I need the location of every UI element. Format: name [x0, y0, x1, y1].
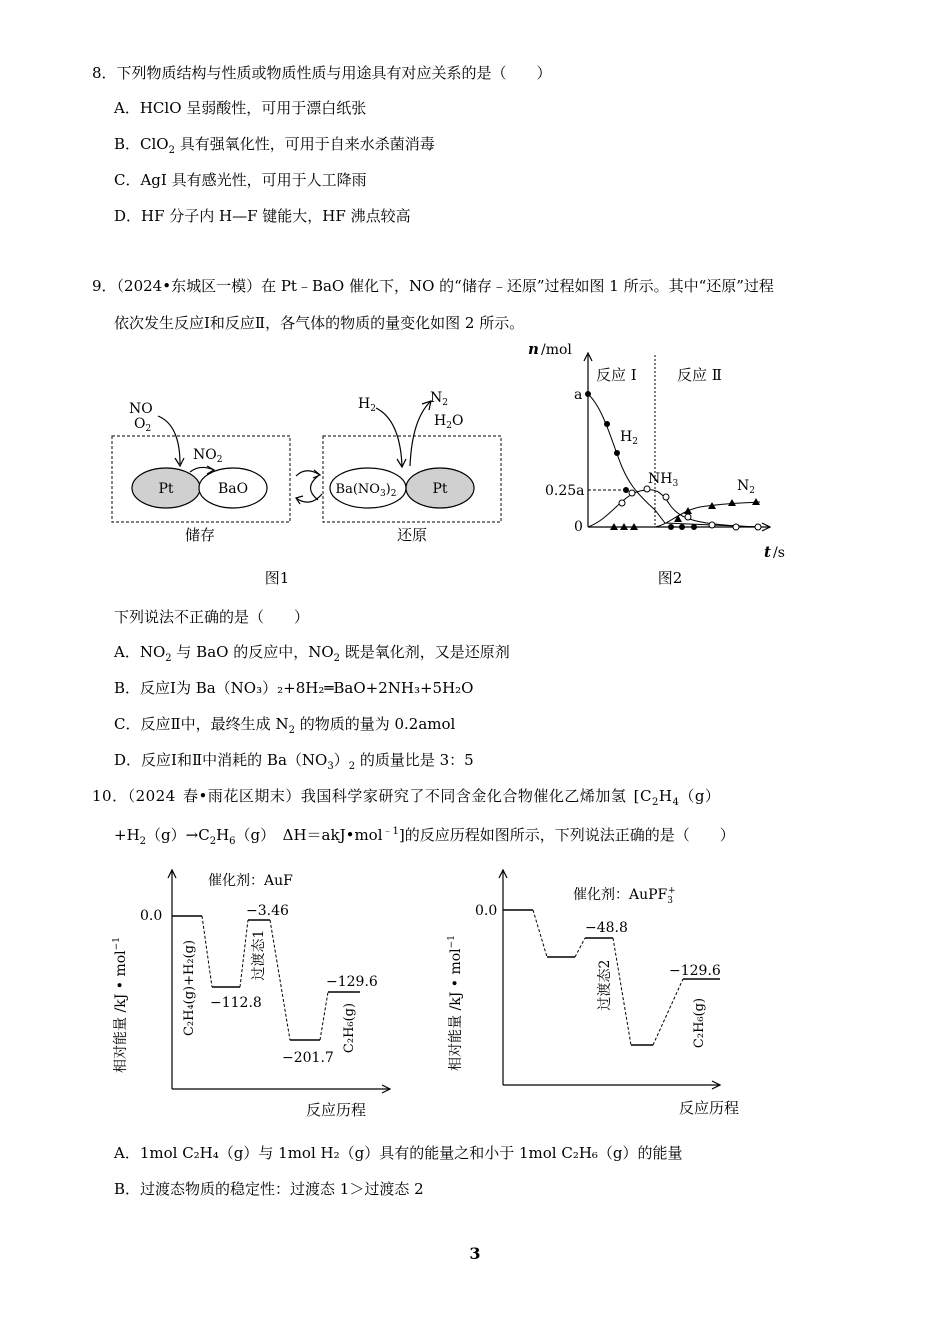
q10-diagram-left: [110, 855, 410, 1125]
fig2-tick-a: a: [574, 387, 583, 403]
right-transition-state: 过渡态2: [597, 959, 613, 1011]
q9-option-b: B．反应Ⅰ为 Ba（NO₃）₂+8H₂═BaO+2NH₃+5H₂O: [114, 679, 474, 697]
fig2-reaction-2: 反应 Ⅱ: [677, 366, 722, 384]
o2-label: $O_2$: [134, 416, 152, 434]
no2-label: $NO_2$: [193, 447, 223, 465]
h2o-label: $H_2O$: [434, 413, 464, 431]
no-label: NO: [129, 401, 153, 417]
fig2-y-label: n: [528, 340, 539, 358]
nh3-curve: [588, 490, 760, 527]
q8-option-d: D．HF 分子内 H—F 键能大，HF 沸点较高: [114, 207, 411, 225]
fig2-x-unit: /s: [773, 545, 785, 561]
page-number: 3: [469, 1244, 481, 1263]
q8-option-a: A．HClO 呈弱酸性，可用于漂白纸张: [114, 99, 367, 117]
storage-in-arrow: [158, 416, 180, 464]
right-energy-129: −129.6: [669, 963, 721, 979]
ba-nitrate-label: $Ba(NO_3)_2$: [335, 482, 397, 499]
q10-option-a: A．1mol C₂H₄（g）与 1mol H₂（g）具有的能量之和小于 1mol C₂H₆（g）的能量: [114, 1144, 683, 1162]
q8-stem: 8．下列物质结构与性质或物质性质与用途具有对应关系的是（ ）: [92, 64, 552, 82]
q9-option-c: C．反应Ⅱ中，最终生成 $N_2$ 的物质的量为 0.2amol: [114, 715, 456, 736]
q10-diagram-right: [445, 855, 765, 1125]
left-transition-state: 过渡态1: [251, 929, 267, 981]
q10-stem-line2: $+H_2(g)\to C_2H_6(g)$ ΔH＝akJ•mol$^{﹣1}$]的反应历程如图所示，下列说法正确的是（ ）: [114, 826, 735, 847]
h2-points: [585, 391, 697, 530]
bao-label: BaO: [217, 481, 249, 497]
right-zero-label: 0.0: [475, 903, 498, 919]
n2-label: $N_2$: [430, 390, 448, 408]
right-energy-48: −48.8: [585, 920, 628, 936]
fig2-nh3-label: $NH_3$: [648, 471, 679, 489]
fig2-n2-label: $N_2$: [737, 478, 755, 496]
q10-stem-line1: 10．（2024 春•雨花区期末）我国科学家研究了不同含金化合物催化乙烯加氢 [$C_2H_4(g)$: [92, 787, 721, 808]
pt-label: Pt: [158, 481, 174, 497]
left-energy-3: −3.46: [246, 903, 289, 919]
left-x-label: 反应历程: [305, 1101, 367, 1119]
right-x-label: 反应历程: [678, 1099, 740, 1117]
right-catalyst: 催化剂：AuPF$_3$+: [573, 886, 676, 906]
fig2-x-label: t: [764, 543, 771, 561]
left-catalyst: 催化剂：AuF: [208, 873, 293, 889]
left-energy-201: −201.7: [282, 1050, 334, 1066]
cycle-arrow-lower: [296, 494, 322, 502]
h2-arrow: [376, 408, 402, 466]
cycle-arrow-upper: [311, 476, 319, 500]
right-y-label: 相对能量 /kJ • mol$^{-1}$: [447, 935, 464, 1071]
q9-ask: 下列说法不正确的是（ ）: [114, 608, 310, 626]
fig2-tick-quarter: 0.25a: [545, 483, 585, 499]
left-zero-label: 0.0: [140, 908, 163, 924]
reduction-label: 还原: [396, 526, 428, 544]
left-reactant-label: C₂H₄(g)+H₂(g): [182, 939, 197, 1037]
fig2-tick-zero: 0: [574, 519, 583, 535]
left-product-label: C₂H₆(g): [342, 1002, 357, 1054]
q9-option-d: D．反应Ⅰ和Ⅱ中消耗的 $Ba(NO_3)_2$ 的质量比是 3：5: [114, 751, 474, 772]
q8-option-c: C．AgI 具有感光性，可用于人工降雨: [114, 171, 367, 189]
q9-figure-1: [100, 380, 520, 590]
q9-stem-line2: 依次发生反应Ⅰ和反应Ⅱ，各气体的物质的量变化如图 2 所示。: [114, 314, 525, 332]
q8-option-b: B．ClO$_2$ 具有强氧化性，可用于自来水杀菌消毒: [114, 135, 435, 156]
fig2-h2-label: $H_2$: [620, 429, 638, 447]
left-energy-129: −129.6: [326, 974, 378, 990]
fig2-y-unit: /mol: [541, 342, 572, 358]
pt2-label: Pt: [432, 481, 448, 497]
fig2-reaction-1: 反应 Ⅰ: [596, 366, 637, 384]
storage-label: 储存: [184, 526, 216, 544]
q9-figure-2: [530, 335, 800, 590]
h2-label: $H_2$: [358, 396, 376, 414]
h2-curve: [588, 394, 760, 527]
q10-option-b: B．过渡态物质的稳定性：过渡态 1＞过渡态 2: [114, 1180, 424, 1198]
left-energy-112: −112.8: [210, 995, 262, 1011]
q9-option-a: A．$NO_2$ 与 BaO 的反应中，$NO_2$ 既是氧化剂，又是还原剂: [114, 643, 510, 664]
figure-1-caption: 图1: [264, 569, 290, 587]
figure-2-caption: 图2: [657, 569, 683, 587]
left-y-label: 相对能量 /kJ • mol$^{-1}$: [112, 937, 129, 1073]
right-product-label: C₂H₆(g): [692, 997, 707, 1049]
q9-stem-line1: 9．（2024•东城区一模）在 Pt﹣BaO 催化下，NO 的“储存﹣还原”过程如图 1 所示。其中“还原”过程: [92, 277, 774, 295]
products-arrow: [410, 402, 430, 466]
